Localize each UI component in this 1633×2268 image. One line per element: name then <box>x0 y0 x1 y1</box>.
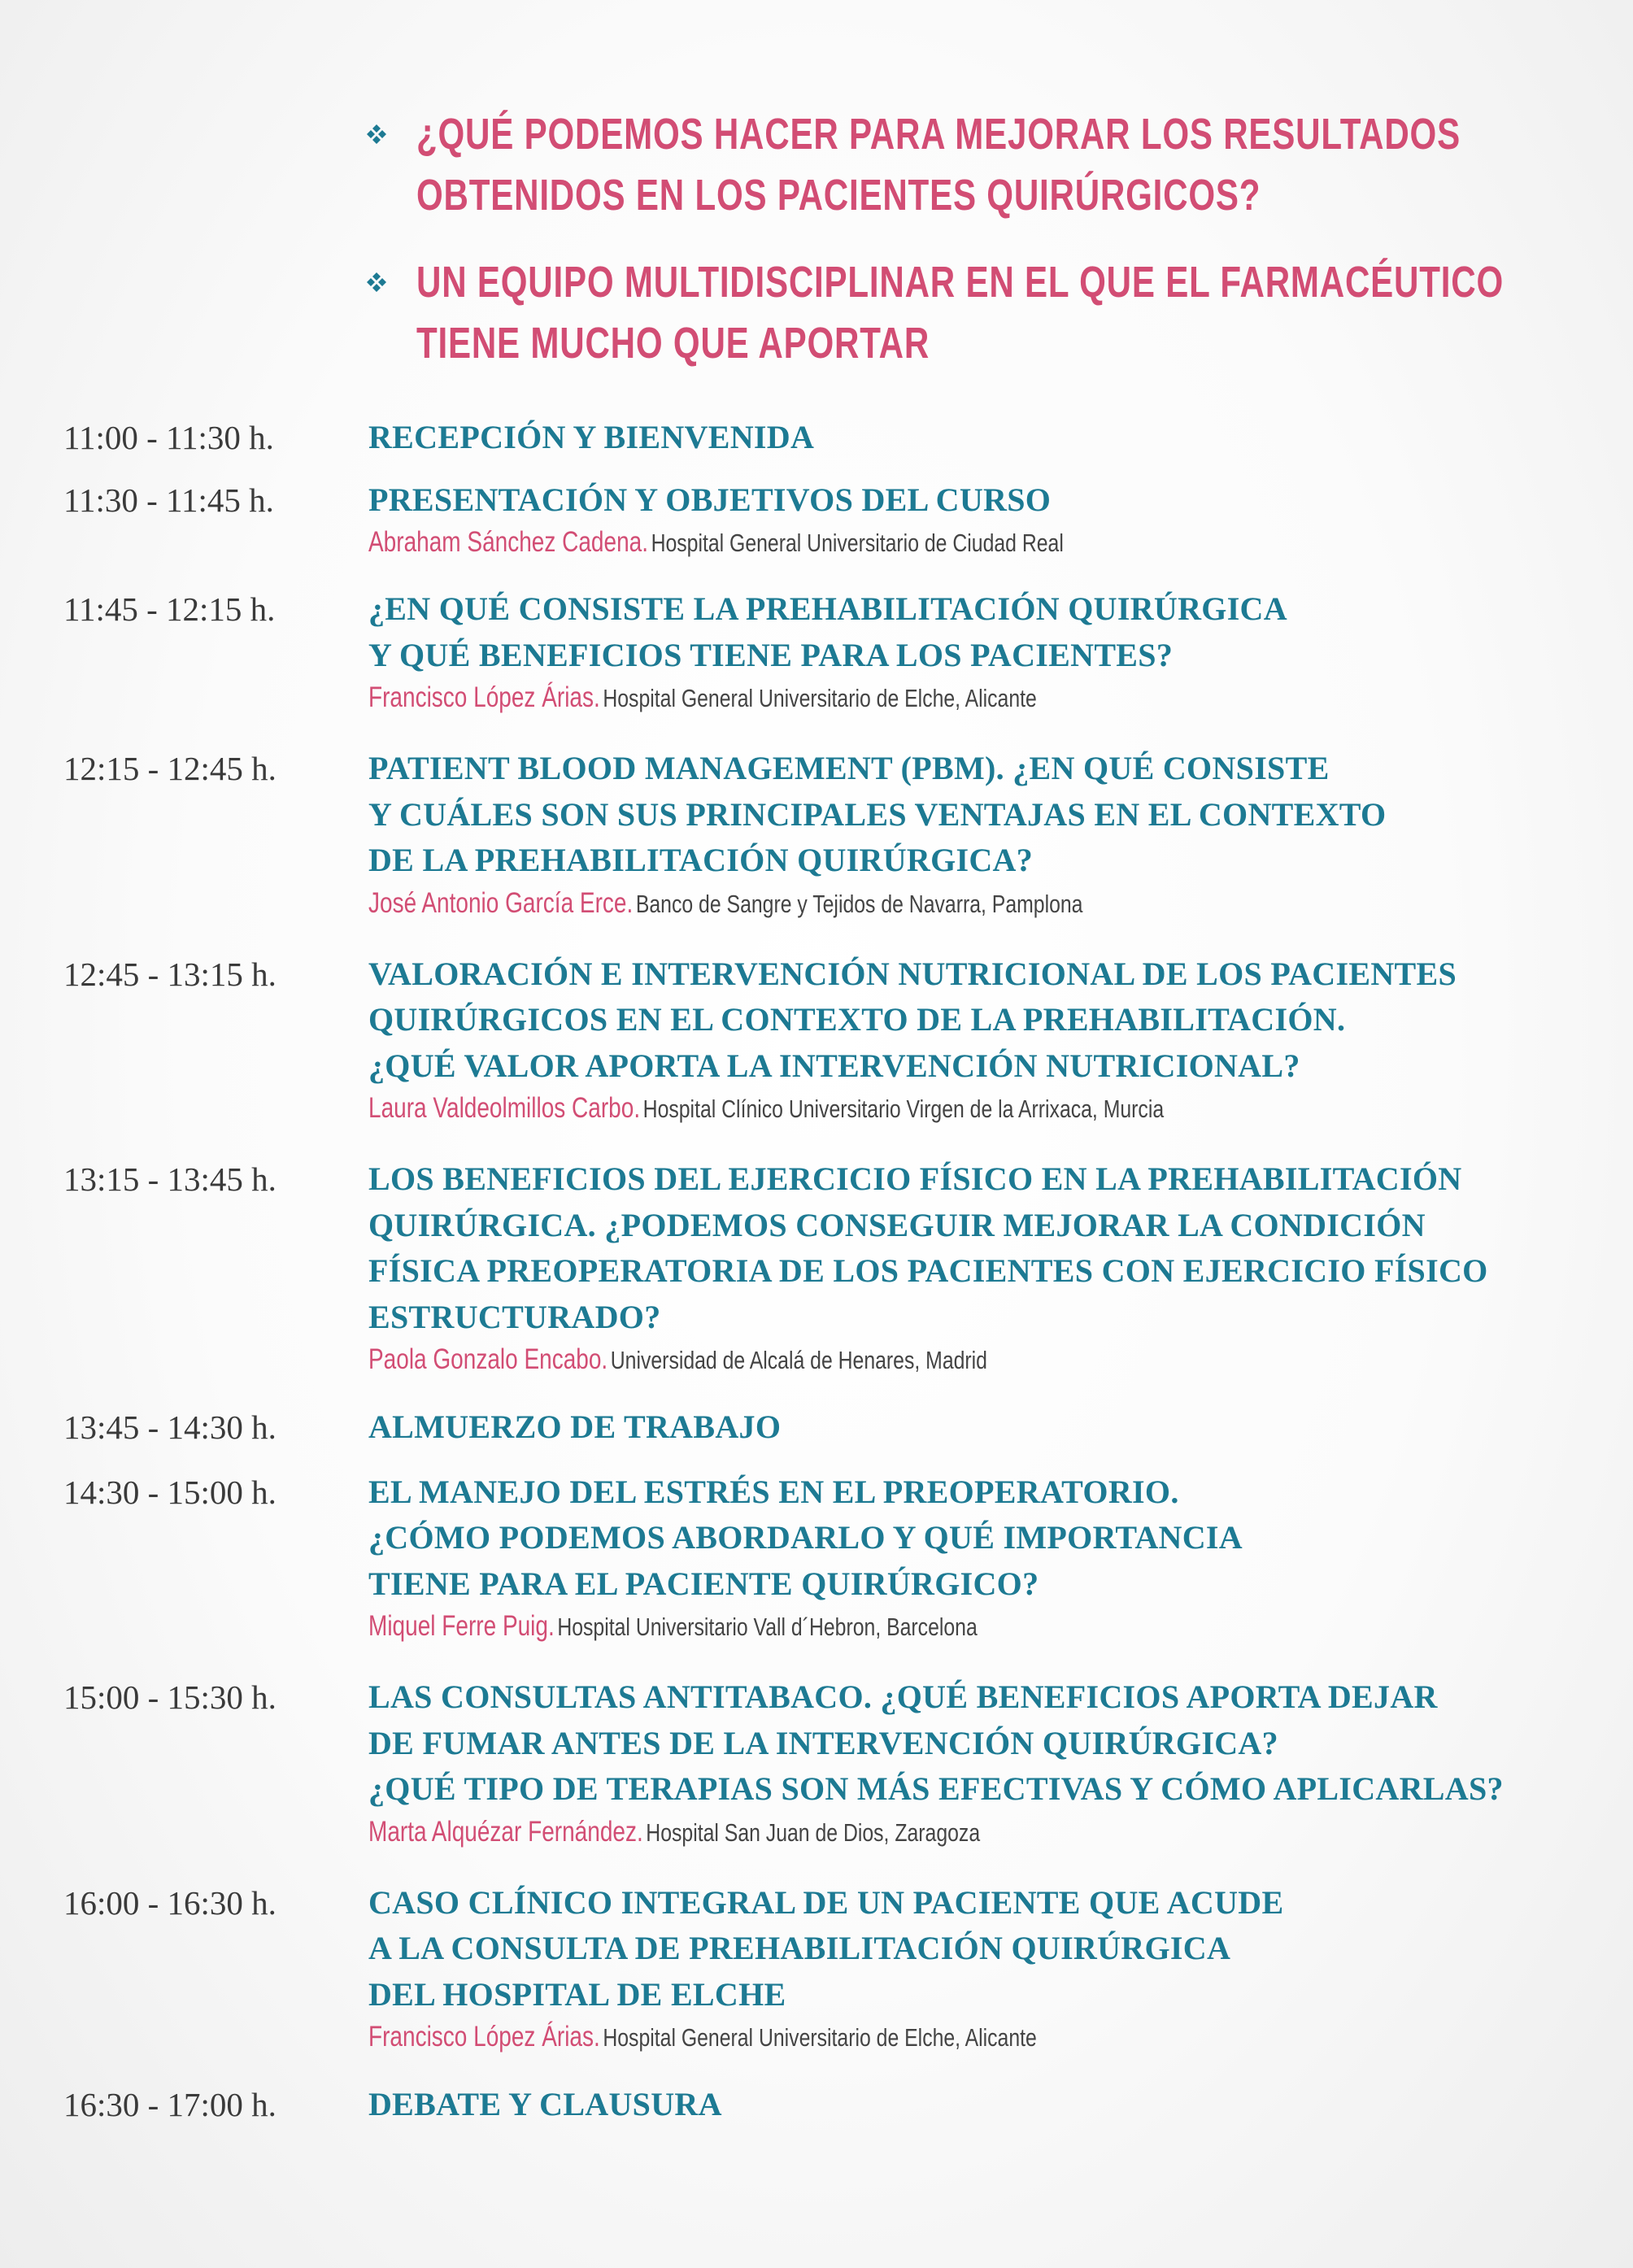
session-title: ¿EN QUÉ CONSISTE LA PREHABILITACIÓN QUIRÚRGICA Y QUÉ BENEFICIOS TIENE PARA LOS PACIENTES? <box>368 590 1287 673</box>
session-content <box>368 951 1605 1134</box>
speaker-name: Francisco López Árias. <box>368 681 600 713</box>
agenda-row <box>0 415 1633 461</box>
session-time: 16:30 - 17:00 h. <box>63 2086 277 2123</box>
session-title: ALMUERZO DE TRABAJO <box>368 1408 782 1445</box>
speaker-affiliation: Hospital General Universitario de Elche, Alicante <box>603 2023 1037 2052</box>
session-time: 11:30 - 11:45 h. <box>63 481 274 519</box>
session-time: 14:30 - 15:00 h. <box>63 1473 277 1511</box>
agenda-row <box>0 1880 1633 2063</box>
agenda-row <box>0 477 1633 568</box>
session-title: VALORACIÓN E INTERVENCIÓN NUTRICIONAL DE LOS PACIENTES QUIRÚRGICOS EN EL CONTEXTO DE LA PREHABILITACIÓN. ¿QUÉ VALOR APORTA LA INTERVENCIÓN NUTRICIONAL? <box>368 955 1457 1084</box>
agenda-row <box>0 1674 1633 1857</box>
session-speaker-line <box>368 1607 1474 1652</box>
speaker-name: Abraham Sánchez Cadena. <box>368 526 648 558</box>
agenda-row <box>0 2082 1633 2128</box>
speaker-affiliation: Hospital San Juan de Dios, Zaragoza <box>646 1817 981 1847</box>
session-speaker-line <box>368 884 1474 929</box>
speaker-affiliation: Hospital General Universitario de Ciudad Real <box>651 529 1064 557</box>
session-time: 16:00 - 16:30 h. <box>63 1883 277 1922</box>
session-content <box>368 1404 1605 1451</box>
session-speaker-line <box>368 1813 1474 1857</box>
session-content <box>368 1880 1605 2063</box>
speaker-affiliation: Hospital General Universitario de Elche, Alicante <box>603 684 1037 712</box>
session-content <box>368 415 1605 461</box>
speaker-affiliation: Banco de Sangre y Tejidos de Navarra, Pamplona <box>635 889 1083 918</box>
speaker-name: Miquel Ferre Puig. <box>368 1610 555 1642</box>
speaker-affiliation: Universidad de Alcalá de Henares, Madrid <box>610 1346 987 1374</box>
session-time: 15:00 - 15:30 h. <box>63 1678 277 1716</box>
agenda-row <box>0 586 1633 723</box>
speaker-name: Laura Valdeolmillos Carbo. <box>368 1092 641 1124</box>
agenda-row <box>0 1404 1633 1451</box>
agenda-row <box>0 1469 1633 1652</box>
session-time: 13:45 - 14:30 h. <box>63 1408 277 1446</box>
session-content <box>368 1469 1605 1652</box>
session-content <box>368 1156 1605 1385</box>
session-title: PATIENT BLOOD MANAGEMENT (PBM). ¿EN QUÉ CONSISTE Y CUÁLES SON SUS PRINCIPALES VENTAJAS EN EL CONTEXTO DE LA PREHABILITACIÓN QUIRÚRGICA? <box>368 750 1387 878</box>
diamond-bullet-icon <box>366 272 387 293</box>
session-title: LOS BENEFICIOS DEL EJERCICIO FÍSICO EN LA PREHABILITACIÓN QUIRÚRGICA. ¿PODEMOS CONSEGUIR MEJORAR LA CONDICIÓN FÍSICA PREOPERATORIA DE LOS PACIENTES CON EJERCICIO FÍSICO ESTRUCTURADO? <box>368 1160 1488 1335</box>
intro-item <box>366 252 1537 374</box>
session-title: LAS CONSULTAS ANTITABACO. ¿QUÉ BENEFICIOS APORTA DEJAR DE FUMAR ANTES DE LA INTERVENCIÓN QUIRÚRGICA? ¿QUÉ TIPO DE TERAPIAS SON MÁS EFECTIVAS Y CÓMO APLICARLAS? <box>368 1678 1504 1807</box>
agenda <box>0 415 1633 2128</box>
session-title: PRESENTACIÓN Y OBJETIVOS DEL CURSO <box>368 481 1052 518</box>
session-content <box>368 477 1605 568</box>
session-speaker-line <box>368 1089 1474 1134</box>
session-time: 12:45 - 13:15 h. <box>63 955 277 993</box>
intro-heading: UN EQUIPO MULTIDISCIPLINAR EN EL QUE EL FARMACÉUTICO TIENE MUCHO QUE APORTAR <box>416 258 1504 368</box>
speaker-affiliation: Hospital Universitario Vall d´Hebron, Barcelona <box>557 1613 978 1641</box>
speaker-name: Francisco López Árias. <box>368 2021 600 2053</box>
agenda-row <box>0 951 1633 1134</box>
session-title: EL MANEJO DEL ESTRÉS EN EL PREOPERATORIO. ¿CÓMO PODEMOS ABORDARLO Y QUÉ IMPORTANCIA TIENE PARA EL PACIENTE QUIRÚRGICO? <box>368 1473 1243 1602</box>
speaker-name: José Antonio García Erce. <box>368 886 634 919</box>
session-content <box>368 2082 1605 2128</box>
speaker-name: Marta Alquézar Fernández. <box>368 1815 643 1848</box>
speaker-affiliation: Hospital Clínico Universitario Virgen de la Arrixaca, Murcia <box>642 1095 1165 1123</box>
intro-heading: ¿QUÉ PODEMOS HACER PARA MEJORAR LOS RESULTADOS OBTENIDOS EN LOS PACIENTES QUIRÚRGICOS? <box>416 110 1461 220</box>
session-time: 13:15 - 13:45 h. <box>63 1160 277 1198</box>
session-time: 12:15 - 12:45 h. <box>63 750 277 787</box>
speaker-name: Paola Gonzalo Encabo. <box>368 1343 608 1375</box>
agenda-row <box>0 746 1633 929</box>
intro-item <box>366 104 1537 226</box>
agenda-row <box>0 1156 1633 1385</box>
session-time: 11:00 - 11:30 h. <box>63 419 274 456</box>
session-speaker-line <box>368 1340 1474 1385</box>
session-title: DEBATE Y CLAUSURA <box>368 2086 722 2122</box>
session-title: CASO CLÍNICO INTEGRAL DE UN PACIENTE QUE ACUDE A LA CONSULTA DE PREHABILITACIÓN QUIRÚRGICA DEL HOSPITAL DE ELCHE <box>368 1883 1284 2013</box>
session-time: 11:45 - 12:15 h. <box>63 590 276 628</box>
session-title: RECEPCIÓN Y BIENVENIDA <box>368 419 815 455</box>
session-content <box>368 586 1605 723</box>
intro-section <box>366 104 1537 400</box>
session-content <box>368 1674 1605 1857</box>
session-speaker-line <box>368 523 1474 568</box>
session-speaker-line <box>368 2018 1474 2062</box>
session-speaker-line <box>368 678 1474 723</box>
diamond-bullet-icon <box>366 124 387 145</box>
session-content <box>368 746 1605 929</box>
